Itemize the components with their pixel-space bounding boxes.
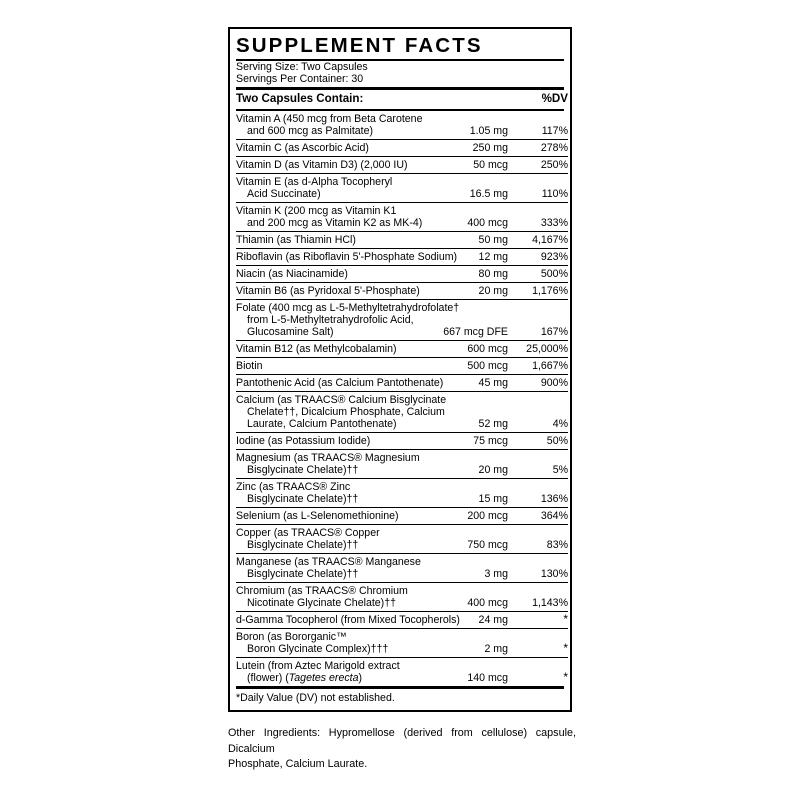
serving-size: Serving Size: Two Capsules <box>236 60 368 73</box>
nutrient-name <box>236 111 432 140</box>
nutrient-name-line: Acid Succinate) <box>247 188 321 201</box>
nutrient-daily-value: 4% <box>508 392 568 433</box>
nutrient-daily-value: 278% <box>508 140 568 157</box>
nutrient-name-line: Vitamin D (as Vitamin D3) (2,000 IU) <box>236 159 408 172</box>
nutrient-daily-value: 923% <box>508 249 568 266</box>
nutrient-name <box>236 300 460 341</box>
table-row <box>236 629 568 658</box>
table-header-row <box>236 90 568 109</box>
nutrient-daily-value: 1,667% <box>508 358 568 375</box>
table-row <box>236 358 568 375</box>
nutrient-name-line: Manganese (as TRAACS® Manganese <box>236 556 421 569</box>
nutrient-daily-value: 900% <box>508 375 568 392</box>
nutrient-amount: 52 mg <box>432 392 508 433</box>
nutrient-name-line: Copper (as TRAACS® Copper <box>236 527 380 540</box>
nutrient-amount: 140 mcg <box>432 658 508 687</box>
nutrient-amount: 3 mg <box>432 554 508 583</box>
nutrient-name-line: Calcium (as TRAACS® Calcium Bisglycinate <box>236 394 447 407</box>
table-row <box>236 554 568 583</box>
nutrient-name-line: Vitamin C (as Ascorbic Acid) <box>236 142 369 155</box>
nutrient-name <box>236 203 432 232</box>
nutrient-name-line: Chromium (as TRAACS® Chromium <box>236 585 408 598</box>
nutrient-name <box>236 140 432 157</box>
table-row <box>236 392 568 433</box>
nutrient-daily-value: * <box>508 658 568 687</box>
table-row <box>236 283 568 300</box>
nutrient-name-line: Laurate, Calcium Pantothenate) <box>247 418 397 431</box>
nutrient-amount: 15 mg <box>432 479 508 508</box>
nutrient-daily-value: 500% <box>508 266 568 283</box>
nutrient-name <box>236 525 432 554</box>
table-row <box>236 140 568 157</box>
nutrient-daily-value: 83% <box>508 525 568 554</box>
nutrient-name <box>236 433 432 450</box>
nutrient-name-line: Chelate††, Dicalcium Phosphate, Calcium <box>247 406 445 419</box>
nutrient-name <box>236 174 432 203</box>
supplement-facts-panel <box>228 27 572 712</box>
table-row <box>236 583 568 612</box>
nutrient-amount: 750 mcg <box>432 525 508 554</box>
nutrient-name <box>236 508 432 525</box>
nutrient-name-line: Boron Glycinate Complex)††† <box>247 643 389 656</box>
nutrient-name <box>236 249 458 266</box>
nutrient-name-line: from L-5-Methyltetrahydrofolic Acid, <box>247 314 414 327</box>
other-ingredients-line-1: Other Ingredients: Hypromellose (derived from cellulose) capsule, Dicalcium <box>228 727 576 755</box>
nutrient-name-line: Selenium (as L-Selenomethionine) <box>236 510 399 523</box>
nutrient-daily-value: 167% <box>508 300 568 341</box>
table-header-dv: %DV <box>541 92 568 106</box>
nutrient-daily-value: * <box>508 629 568 658</box>
nutrient-amount: 600 mcg <box>432 341 508 358</box>
table-row <box>236 658 568 687</box>
nutrient-name <box>236 583 432 612</box>
table-row <box>236 433 568 450</box>
other-ingredients <box>228 726 576 773</box>
nutrient-amount: 50 mcg <box>432 157 508 174</box>
other-ingredients-line-2: Phosphate, Calcium Laurate. <box>228 758 368 770</box>
nutrient-amount: 20 mg <box>432 283 508 300</box>
nutrient-daily-value: 25,000% <box>508 341 568 358</box>
nutrient-name-line: Niacin (as Niacinamide) <box>236 268 348 281</box>
nutrient-name-line: Vitamin B12 (as Methylcobalamin) <box>236 343 397 356</box>
nutrient-name-line: Bisglycinate Chelate)†† <box>247 539 359 552</box>
nutrient-name-line: Vitamin B6 (as Pyridoxal 5'-Phosphate) <box>236 285 420 298</box>
nutrient-name <box>236 658 432 687</box>
nutrient-daily-value: 117% <box>541 125 568 138</box>
nutrient-daily-value: 333% <box>508 203 568 232</box>
nutrient-name-line: Vitamin A (450 mcg from Beta Carotene <box>236 113 423 126</box>
nutrient-name-line: Glucosamine Salt) <box>247 326 334 339</box>
nutrient-table-body <box>236 90 568 109</box>
nutrient-daily-value: 364% <box>508 508 568 525</box>
nutrient-daily-value: 136% <box>508 479 568 508</box>
nutrient-name-line: Iodine (as Potassium Iodide) <box>236 435 371 448</box>
nutrient-daily-value: 50% <box>508 433 568 450</box>
nutrient-amount: 400 mcg <box>432 583 508 612</box>
nutrient-name-line: and 200 mcg as Vitamin K2 as MK-4) <box>247 217 423 230</box>
nutrient-name-line: Bisglycinate Chelate)†† <box>247 493 359 506</box>
nutrient-name <box>236 358 432 375</box>
nutrient-name <box>236 232 432 249</box>
table-header-amount <box>432 90 508 109</box>
nutrient-amount: 80 mg <box>432 266 508 283</box>
nutrient-name <box>236 375 444 392</box>
nutrient-table <box>236 90 568 109</box>
servings-per-container: Servings Per Container: 30 <box>236 72 364 85</box>
nutrient-name-line: (flower) (Tagetes erecta) <box>247 672 363 685</box>
table-row <box>236 341 568 358</box>
nutrient-name-line: Vitamin K (200 mcg as Vitamin K1 <box>236 205 397 218</box>
nutrient-name <box>236 479 432 508</box>
nutrient-daily-value: 250% <box>508 157 568 174</box>
table-row <box>236 450 568 479</box>
nutrient-amount: 400 mcg <box>432 203 508 232</box>
nutrient-amount: 667 mcg DFE <box>432 300 508 341</box>
table-row <box>236 266 568 283</box>
nutrient-daily-value: 130% <box>508 554 568 583</box>
nutrient-name <box>236 283 432 300</box>
nutrient-name-line: Bisglycinate Chelate)†† <box>247 568 359 581</box>
nutrient-name <box>236 629 432 658</box>
daily-value-footnote: *Daily Value (DV) not established. <box>236 691 395 704</box>
nutrient-name-line: Vitamin E (as d-Alpha Tocopheryl <box>236 176 393 189</box>
nutrient-name-line: Pantothenic Acid (as Calcium Pantothenate) <box>236 377 444 390</box>
nutrient-amount: 16.5 mg <box>432 174 508 203</box>
nutrient-name-line: d-Gamma Tocopherol (from Mixed Tocopherols) <box>236 614 460 627</box>
table-row <box>236 249 568 266</box>
table-row <box>236 174 568 203</box>
nutrient-name-line: Lutein (from Aztec Marigold extract <box>236 660 400 673</box>
nutrient-name <box>236 450 432 479</box>
nutrient-amount: 2 mg <box>432 629 508 658</box>
nutrient-name <box>236 157 432 174</box>
nutrient-name <box>236 341 432 358</box>
nutrient-name-line: Thiamin (as Thiamin HCl) <box>236 234 356 247</box>
table-row <box>236 375 568 392</box>
nutrient-name-line: Zinc (as TRAACS® Zinc <box>236 481 351 494</box>
nutrient-rows-body <box>236 111 568 686</box>
table-row <box>236 157 568 174</box>
nutrient-amount: 500 mcg <box>432 358 508 375</box>
nutrient-amount: 50 mg <box>432 232 508 249</box>
nutrient-name-line: Bisglycinate Chelate)†† <box>247 464 359 477</box>
table-row <box>236 612 568 629</box>
table-header-name: Two Capsules Contain: <box>236 92 364 106</box>
nutrient-name-line: Biotin <box>236 360 263 373</box>
page-title: SUPPLEMENT FACTS <box>236 34 483 57</box>
nutrient-name-line: Nicotinate Glycinate Chelate)†† <box>247 597 396 610</box>
table-row <box>236 111 568 140</box>
table-row <box>236 300 568 341</box>
nutrient-rows-table <box>236 111 568 686</box>
nutrient-daily-value: 110% <box>508 174 568 203</box>
nutrient-amount: 45 mg <box>432 375 508 392</box>
table-row <box>236 232 568 249</box>
nutrient-name-line: Magnesium (as TRAACS® Magnesium <box>236 452 420 465</box>
nutrient-name-line: and 600 mcg as Palmitate) <box>247 125 374 138</box>
nutrient-name-line: Boron (as Bororganic™ <box>236 631 347 644</box>
table-row <box>236 203 568 232</box>
nutrient-amount: 24 mg <box>432 612 508 629</box>
table-row <box>236 508 568 525</box>
nutrient-name-line: Folate (400 mcg as L-5-Methyltetrahydrofolate† <box>236 302 460 315</box>
table-row <box>236 525 568 554</box>
nutrient-amount: 200 mcg <box>432 508 508 525</box>
nutrient-amount: 75 mcg <box>432 433 508 450</box>
nutrient-daily-value: 1,176% <box>508 283 568 300</box>
nutrient-name <box>236 554 432 583</box>
nutrient-daily-value: * <box>508 612 568 629</box>
nutrient-name <box>236 392 447 433</box>
nutrient-amount: 250 mg <box>432 140 508 157</box>
nutrient-amount: 12 mg <box>432 249 508 266</box>
nutrient-name <box>236 612 460 629</box>
nutrient-amount: 20 mg <box>432 450 508 479</box>
nutrient-name-line: Riboflavin (as Riboflavin 5'-Phosphate Sodium) <box>236 251 458 264</box>
nutrient-amount: 1.05 mg <box>469 125 508 138</box>
nutrient-name <box>236 266 432 283</box>
nutrient-daily-value: 1,143% <box>508 583 568 612</box>
nutrient-daily-value: 5% <box>508 450 568 479</box>
latin-binomial: Tagetes erecta <box>288 672 359 685</box>
nutrient-daily-value: 4,167% <box>508 232 568 249</box>
table-row <box>236 479 568 508</box>
